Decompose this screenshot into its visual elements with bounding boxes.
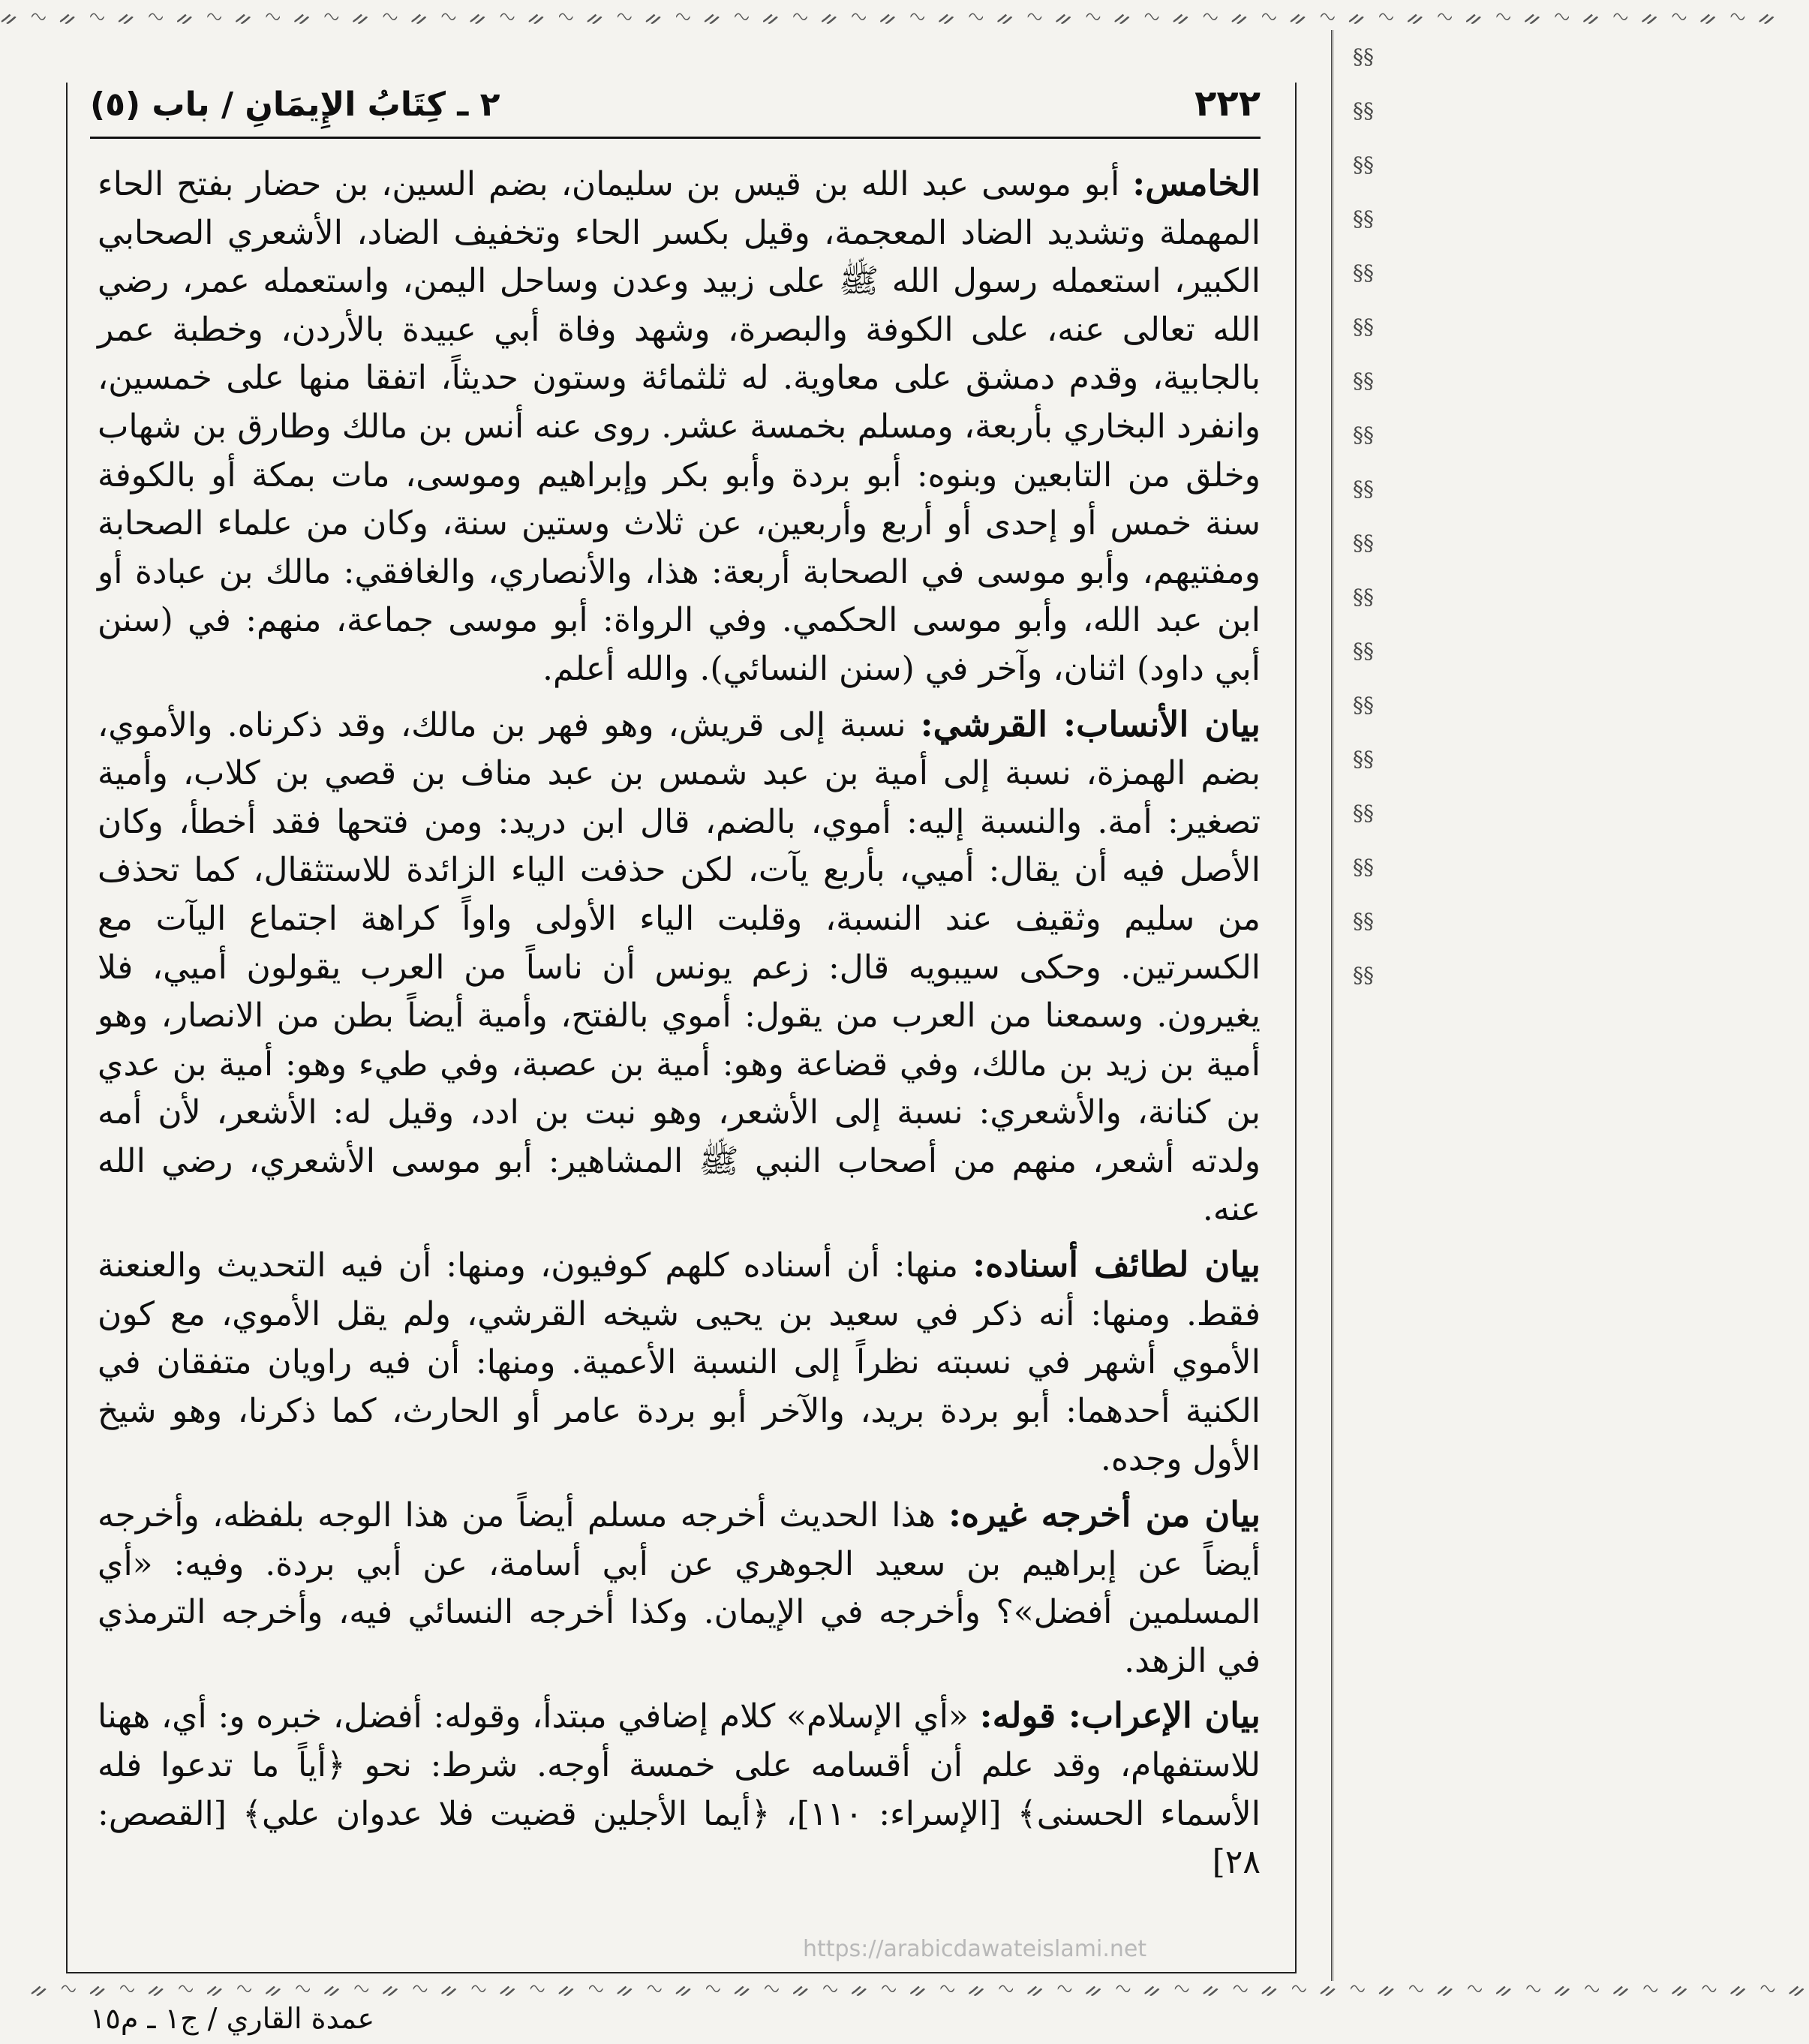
page-number: ٢٢٢ bbox=[1194, 83, 1261, 125]
paragraph-heading: بيان من أخرجه غيره: bbox=[948, 1494, 1261, 1535]
footer-reference: عمدة القاري / ج١ ـ م١٥ bbox=[90, 2002, 375, 2035]
side-ornament-border bbox=[1331, 30, 1401, 1981]
paragraph-isnad bbox=[98, 1240, 1261, 1484]
paragraph-narrator bbox=[98, 159, 1261, 694]
paragraph-text: نسبة إلى قريش، وهو فهر بن مالك، وقد ذكرناه. والأموي، بضم الهمزة، نسبة إلى أمية بن عبد شمس بن عبد مناف بن قصي بن كلاب، وأمية تصغير: أمة. والنسبة إليه: أموي، بالضم، قال ابن دريد: ومن فتحها فقد أخطأ، وكان الأصل فيه أن يقال: أميي، بأربع يآت، لكن حذفت الياء الزائدة للاستثقال، كما تحذف من سليم وثقيف عند النسبة، وقلبت الياء الأولى واواً كراهة اجتماع اليآت مع الكسرتين. وحكى سيبويه قال: زعم يونس أن ناساً من العرب يقولون أميي، فلا يغيرون. وسمعنا من العرب من يقول: أموي بالفتح، وأمية أيضاً بطن من الانصار، وهو أمية بن زيد بن مالك، وفي قضاعة وهو: أمية بن عصبة، وفي طيء وهو: أمية بن عدي بن كنانة، والأشعري: نسبة إلى الأشعر، وهو نبت بن ادد، وقيل له: الأشعر، لأن أمه ولدته أشعر، منهم من أصحاب النبي ﷺ المشاهير: أبو موسى الأشعري، رضي الله عنه. bbox=[98, 705, 1261, 1229]
paragraph-text: هذا الحديث أخرجه مسلم أيضاً من هذا الوجه بلفظه، وأخرجه أيضاً عن إبراهيم بن سعيد الجوهري عن أبي أسامة، عن أبي بردة. وفيه: «أي المسلمين أفضل»؟ وأخرجه في الإيمان. وكذا أخرجه النسائي فيه، وأخرجه الترمذي في الزهد. bbox=[98, 1496, 1261, 1680]
paragraph-heading: بيان لطائف أسناده: bbox=[972, 1244, 1261, 1285]
paragraph-sources bbox=[98, 1490, 1261, 1685]
paragraph-heading: بيان الأنساب: القرشي: bbox=[920, 703, 1261, 744]
paragraph-text: أبو موسى عبد الله بن قيس بن سليمان، بضم السين، بن حضار بفتح الحاء المهملة وتشديد الضاد المعجمة، وقيل بكسر الحاء وتخفيف الضاد، الأشعري الصحابي الكبير، استعمله رسول الله ﷺ على زبيد وعدن وساحل اليمن، واستعمله عمر، رضي الله تعالى عنه، على الكوفة والبصرة، وشهد وفاة أبي عبيدة بالأردن، وخطبة عمر بالجابية، وقدم دمشق على معاوية. له ثلثمائة وستون حديثاً، اتفقا منها على خمسين، وانفرد البخاري بأربعة، ومسلم بخمسة عشر. روى عنه أنس بن مالك وطارق بن شهاب وخلق من التابعين وبنوه: أبو بردة وأبو بكر وإبراهيم وموسى، مات بمكة أو بالكوفة سنة خمس أو إحدى أو أربع وأربعين، عن ثلاث وستين سنة، وكان من علماء الصحابة ومفتيهم، وأبو موسى في الصحابة أربعة: هذا، والأنصاري، والغافقي: مالك بن عبادة أو ابن عبد الله، وأبو موسى الحكمي. وفي الرواة: أبو موسى جماعة، منهم: في (سنن أبي داود) اثنان، وآخر في (سنن النسائي). والله أعلم. bbox=[98, 165, 1261, 688]
paragraph-grammar bbox=[98, 1691, 1261, 1886]
top-ornament-border: ᨀ ∿ ᨀ ∿ ᨀ ∿ ᨀ ∿ ᨀ ∿ ᨀ ∿ ᨀ ∿ ᨀ ∿ ᨀ ∿ ᨀ ∿ ᨀ ∿ ᨀ ∿ ᨀ ∿ ᨀ ∿ ᨀ ∿ ᨀ ∿ ᨀ ∿ ᨀ ∿ ᨀ ∿ ᨀ ∿ ᨀ ∿ ᨀ ∿ ᨀ ∿ ᨀ ∿ ᨀ ∿ ᨀ ∿ ᨀ ∿ ᨀ ∿ ᨀ ∿ ᨀ ∿ ᨀ bbox=[0, 5, 1780, 31]
running-title: ٢ ـ كِتَابُ الإِيمَانِ / باب (٥) bbox=[90, 86, 500, 124]
paragraph-genealogy bbox=[98, 700, 1261, 1235]
paragraph-heading: بيان الإعراب: قوله: bbox=[979, 1695, 1261, 1736]
paragraph-heading: الخامس: bbox=[1132, 163, 1261, 203]
watermark-url: https://arabicdawateislami.net bbox=[803, 1936, 1147, 1962]
page-body bbox=[98, 159, 1261, 1893]
paragraph-text: «أي الإسلام» كلام إضافي مبتدأ، وقوله: أفضل، خبره و: أي، ههنا للاستفهام، وقد علم أن أقسامه على خمسة أوجه. شرط: نحو ﴿أياً ما تدعوا فله الأسماء الحسنى﴾ [الإسراء: ١١٠]، ﴿أيما الأجلين قضيت فلا عدوان علي﴾ [القصص: ٢٨] bbox=[98, 1697, 1261, 1882]
paragraph-text: منها: أن أسناده كلهم كوفيون، ومنها: أن فيه التحديث والعنعنة فقط. ومنها: أنه ذكر في سعيد بن يحيى شيخه القرشي، ولم يقل الأموي، مع كون الأموي أشهر في نسبته نظراً إلى النسبة الأعمية. ومنها: أن فيه راويان متفقان في الكنية أحدهما: أبو بردة بريد، والآخر أبو بردة عامر أو الحارث، كما ذكرنا، وهو شيخ الأول وجده. bbox=[98, 1246, 1261, 1479]
side-ornament-glyphs: §§§§§§§§§§§§§§§§§§§§§§§§§§§§§§§§§§§§ bbox=[1353, 44, 1374, 987]
page-header bbox=[90, 83, 1261, 139]
bottom-ornament-border: ᨀ ∿ ᨀ ∿ ᨀ ∿ ᨀ ∿ ᨀ ∿ ᨀ ∿ ᨀ ∿ ᨀ ∿ ᨀ ∿ ᨀ ∿ ᨀ ∿ ᨀ ∿ ᨀ ∿ ᨀ ∿ ᨀ ∿ ᨀ ∿ ᨀ ∿ ᨀ ∿ ᨀ ∿ ᨀ ∿ ᨀ ∿ ᨀ ∿ ᨀ ∿ ᨀ ∿ ᨀ ∿ ᨀ ∿ ᨀ ∿ ᨀ ∿ ᨀ ∿ ᨀ ∿ ᨀ bbox=[30, 1976, 1809, 2003]
